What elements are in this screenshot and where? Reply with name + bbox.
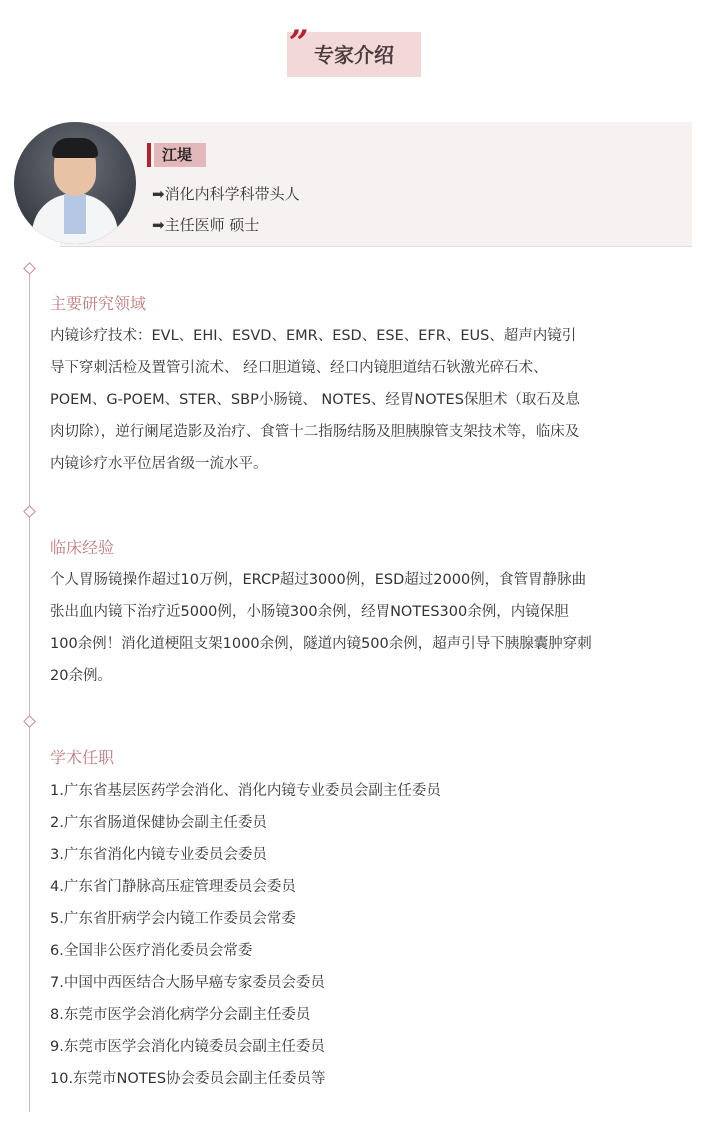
profile-title-line: ➡消化内科学科带头人 — [152, 185, 300, 203]
list-item: 6.全国非公医疗消化委员会常委 — [50, 943, 253, 959]
list-item: 10.东莞市NOTES协会委员会副主任委员等 — [50, 1071, 326, 1087]
avatar — [14, 122, 136, 244]
timeline-line — [29, 270, 30, 1112]
name-accent-bar — [147, 143, 151, 167]
list-item: 1.广东省基层医药学会消化、消化内镜专业委员会副主任委员 — [50, 783, 441, 799]
text-line: 张出血内镜下治疗近5000例，小肠镜300余例，经胃NOTES300余例，内镜保胆 — [50, 604, 569, 620]
avatar-shirt — [64, 194, 86, 234]
page-title: 专家介绍 — [314, 43, 394, 67]
diamond-marker-icon — [23, 505, 36, 518]
list-item: 5.广东省肝病学会内镜工作委员会常委 — [50, 911, 296, 927]
text-line: 肉切除），逆行阑尾造影及治疗、食管十二指肠结肠及胆胰腺管支架技术等，临床及 — [50, 424, 580, 440]
text-line: 导下穿刺活检及置管引流术、 经口胆道镜、经口内镜胆道结石钬激光碎石术、 — [50, 360, 548, 376]
doctor-name: 江堤 — [162, 146, 193, 164]
list-item: 3.广东省消化内镜专业委员会委员 — [50, 847, 267, 863]
text-line: 20余例。 — [50, 668, 112, 684]
section-body-clinical — [50, 564, 690, 692]
section-title-academic: 学术任职 — [50, 748, 115, 767]
text-line: 100余例！消化道梗阻支架1000余例，隧道内镜500余例，超声引导下胰腺囊肿穿刺 — [50, 636, 592, 652]
text-line: POEM、G-POEM、STER、SBP小肠镜、 NOTES、经胃NOTES保胆术（取石及息 — [50, 392, 580, 408]
text-line: 内镜诊疗水平位居省级一流水平。 — [50, 456, 268, 472]
profile-title-line: ➡主任医师 硕士 — [152, 216, 260, 234]
list-item: 8.东莞市医学会消化病学分会副主任委员 — [50, 1007, 311, 1023]
diamond-marker-icon — [23, 715, 36, 728]
list-item: 7.中国中西医结合大肠早癌专家委员会委员 — [50, 975, 325, 991]
text-line: 内镜诊疗技术：EVL、EHI、ESVD、EMR、ESD、ESE、EFR、EUS、超声内镜引 — [50, 328, 577, 344]
quote-mark-icon: ” — [289, 23, 303, 63]
section-title-research: 主要研究领域 — [50, 294, 147, 313]
diamond-marker-icon — [23, 262, 36, 275]
list-item: 9.东莞市医学会消化内镜委员会副主任委员 — [50, 1039, 325, 1055]
avatar-hair — [52, 138, 98, 158]
list-item: 4.广东省门静脉高压症管理委员会委员 — [50, 879, 296, 895]
section-body-research — [50, 320, 690, 480]
list-item: 2.广东省肠道保健协会副主任委员 — [50, 815, 267, 831]
text-line: 个人胃肠镜操作超过10万例，ERCP超过3000例，ESD超过2000例，食管胃静脉曲 — [50, 572, 587, 588]
section-title-clinical: 临床经验 — [50, 538, 115, 557]
